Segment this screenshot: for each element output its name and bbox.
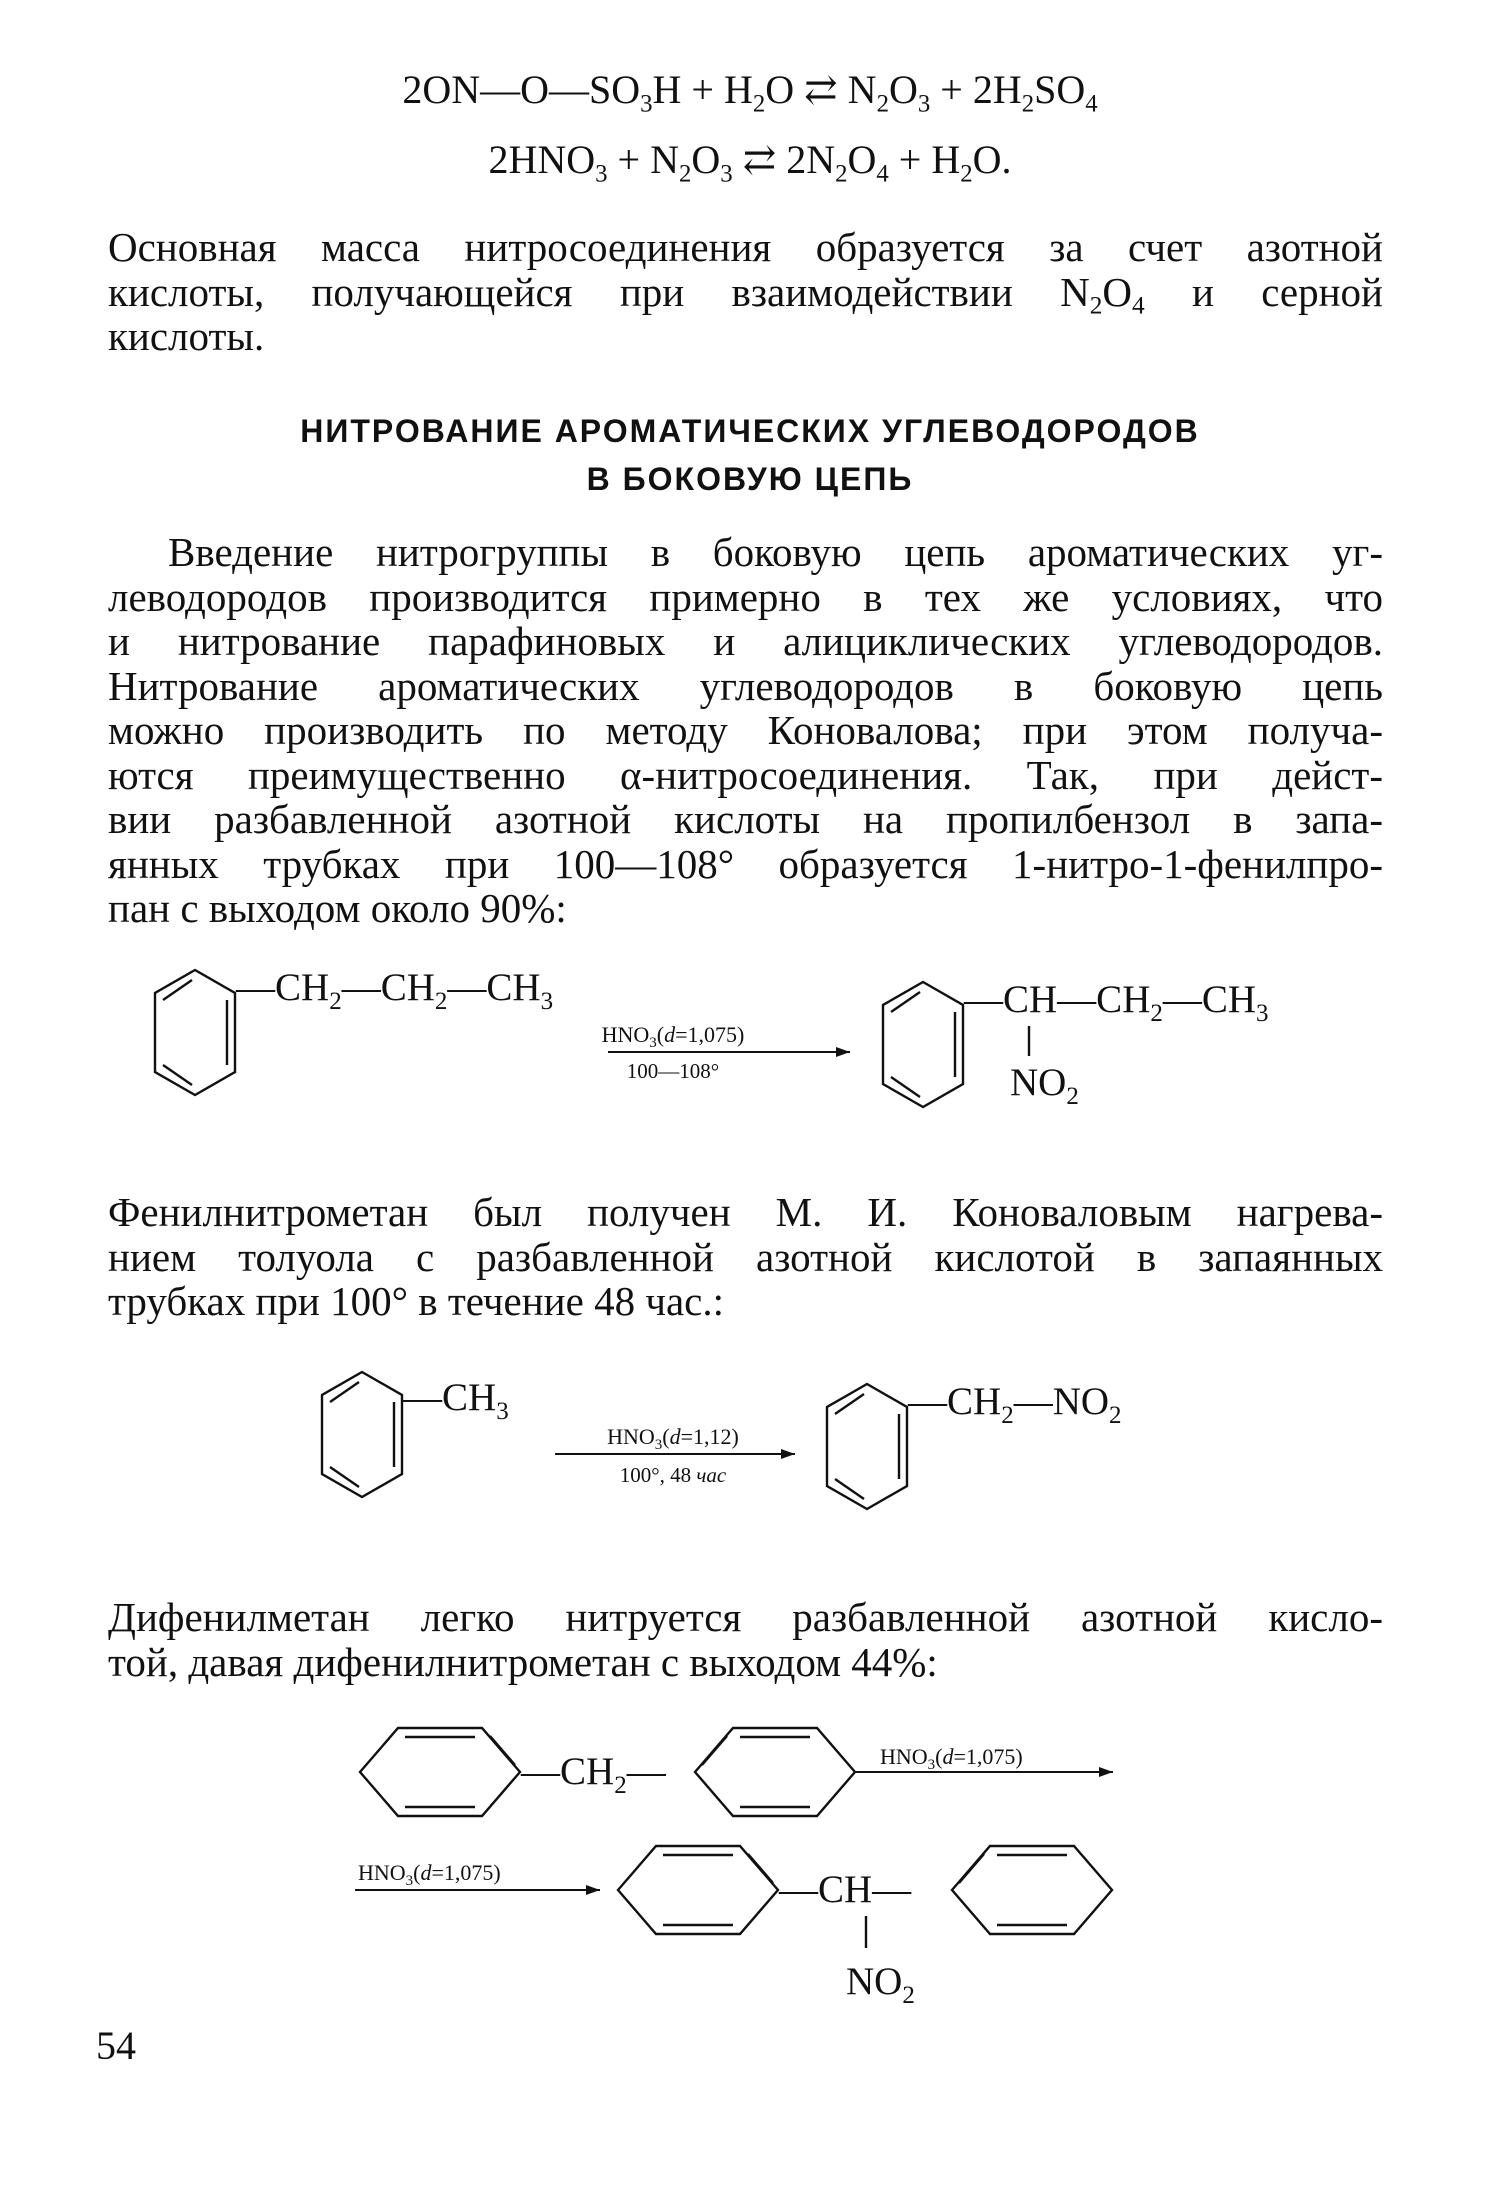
paragraph-phenylnitromethane	[108, 1190, 1383, 1324]
nitro-group: $NO_2$	[1010, 1061, 1079, 1110]
benzene-ring-product-right	[952, 1846, 1112, 1934]
text-line: нием толуола с разбавленной азотной кислотой в запаянных	[108, 1233, 1383, 1280]
benzene-ring-reactant	[155, 970, 235, 1095]
conditions-label: 100°, 48 час	[619, 1463, 727, 1487]
section-heading-line: НИТРОВАНИЕ АРОМАТИЧЕСКИХ УГЛЕВОДОРОДОВ	[300, 413, 1200, 449]
methyl-group: $—CH_3$	[403, 1376, 509, 1425]
reagent-label: $HNO_3(d=1,075)$	[358, 1860, 501, 1889]
equation-1: $2ON—O—SO_3H + H_2O$ ⇄ $N_2O_3 + 2H_2SO_4$	[402, 67, 1098, 118]
equation-2: $2HNO_3 + N_2O_3$ ⇄ $2N_2O_4 + H_2O$.	[488, 137, 1012, 188]
text-line: Фенилнитрометан был получен М. И. Коноваловым нагрева-	[108, 1189, 1383, 1235]
text-line: пан с выходом около 90%:	[108, 885, 567, 931]
reaction-arrow	[355, 1885, 600, 1895]
reaction-arrow	[555, 1449, 795, 1459]
reagent-label: $HNO_3(d=1,075)$	[601, 1022, 745, 1051]
benzene-ring-right	[695, 1728, 855, 1816]
nitro-group: $NO_2$	[846, 1960, 915, 2009]
text-line: кислоты, получающейся при взаимодействии $N_2O_4$ и серной	[108, 268, 1383, 320]
methine-bridge: —CH—	[779, 1868, 912, 1911]
text-line: можно производить по методу Коновалова; при этом получа-	[108, 707, 1383, 753]
text-line: и нитрование парафиновых и алициклических углеводородов.	[108, 618, 1383, 664]
reaction-toluene-nitration	[0, 1362, 1500, 1562]
reagent-label: $HNO_3(d=1,12)$	[607, 1424, 739, 1453]
benzene-ring-product	[883, 982, 963, 1107]
paragraph-side-chain-nitration	[108, 530, 1383, 931]
text-line: янных трубках при 100—108° образуется 1-нитро-1-фенилпро-	[108, 840, 1383, 887]
benzene-ring-left	[360, 1728, 520, 1816]
conditions-label: 100—108°	[626, 1059, 720, 1083]
text-line: вии разбавленной азотной кислоты на пропилбензол в запа-	[108, 796, 1383, 842]
benzene-ring-toluene	[322, 1372, 402, 1497]
paragraph-diphenylmethane	[108, 1595, 1383, 1684]
reagent-label: $HNO_3(d=1,075)$	[880, 1744, 1023, 1773]
text-line: кислоты.	[108, 313, 265, 359]
section-heading-line: В БОКОВУЮ ЦЕПЬ	[586, 461, 914, 497]
reaction-arrow	[608, 1047, 850, 1057]
reaction-propylbenzene-nitration	[0, 960, 1500, 1170]
paragraph-nitro-mass	[108, 225, 1383, 359]
propyl-chain: $—CH_2—CH_2—CH_3$	[236, 966, 554, 1015]
section-heading	[0, 407, 1500, 503]
text-line: трубках при 100° в течение 48 час.:	[108, 1278, 724, 1324]
reaction-1-scheme	[0, 960, 1500, 1170]
text-line: Введение нитрогруппы в боковую цепь ароматических уг-	[168, 529, 1383, 575]
reaction-diphenylmethane-nitration	[0, 1712, 1500, 2022]
page-number: 54	[96, 2023, 136, 2068]
reaction-3-scheme	[0, 1712, 1500, 2022]
reaction-2-scheme	[0, 1362, 1500, 1562]
text-line: Нитрование ароматических углеводородов в боковую цепь	[108, 662, 1383, 709]
text-line: Дифенилметан легко нитруется разбавленной азотной кисло-	[108, 1594, 1383, 1640]
benzene-ring-product	[827, 1384, 907, 1509]
nitromethyl-group: $—CH_2—NO_2$	[908, 1380, 1122, 1429]
product-chain: $—CH—CH_2—CH_3$	[964, 978, 1269, 1027]
methylene-bridge: $—CH_2—$	[521, 1750, 666, 1799]
benzene-ring-product-left	[618, 1846, 778, 1934]
text-line: леводородов производится примерно в тех же условиях, что	[108, 573, 1383, 620]
text-line: ются преимущественно α-нитросоединения. Так, при дейст-	[108, 751, 1383, 798]
text-line: Основная масса нитросоединения образуется за счет азотной	[108, 224, 1383, 270]
text-line: той, давая дифенилнитрометан с выходом 44%:	[108, 1638, 938, 1685]
